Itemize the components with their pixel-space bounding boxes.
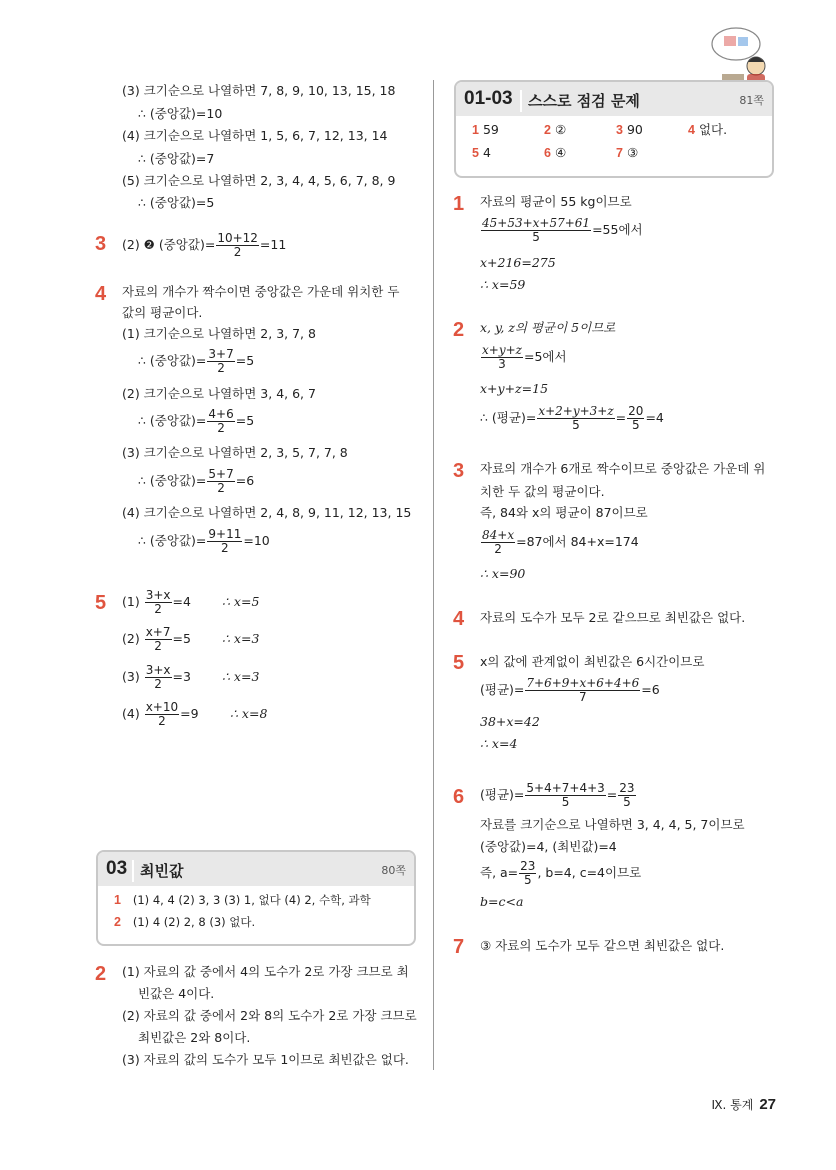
solution-value: ∴ x=5: [222, 594, 260, 609]
problem-number: 3: [453, 460, 465, 482]
explanation-line: ③ 자료의 도수가 모두 같으면 최빈값은 없다.: [480, 938, 725, 953]
problem-number: 6: [453, 786, 465, 808]
median-formula: ∴ (중앙값)= $\frac{9+11}{2}$ =10: [138, 527, 270, 555]
solution-value: ∴ x=8: [230, 706, 268, 721]
answer-line: (3) 크기순으로 나열하면 7, 8, 9, 10, 13, 15, 18: [122, 83, 396, 98]
explanation-line: (2) 자료의 값 중에서 2와 8의 도수가 2로 가장 크므로: [122, 1008, 417, 1023]
explanation-line: x의 값에 관계없이 최빈값은 6시간이므로: [480, 654, 705, 669]
equation-line: $\frac{x+y+z}{3}$ =5에서: [482, 343, 567, 371]
problem-number: 5: [453, 652, 465, 674]
equation-line: $\frac{45+53+x+57+61}{5}$ =55에서: [482, 216, 643, 244]
mean-formula: (평균)= $\frac{5+4+7+4+3}{5}$ = $\frac{23}{5}$: [480, 781, 635, 809]
explanation-line: x, y, z의 평균이 5이므로: [480, 320, 616, 335]
section-title: 최빈값: [140, 862, 184, 880]
median-formula: ∴ (중앙값)= $\frac{3+7}{2}$ =5: [138, 347, 255, 375]
explanation-line: (1) 자료의 값 중에서 4의 도수가 2로 가장 크므로 최: [122, 964, 409, 979]
equation-line: 즉, a= $\frac{23}{5}$ , b=4, c=4이므로: [480, 859, 642, 887]
page-number: 27: [759, 1096, 776, 1113]
answer-row: 1 (1) 4, 4 (2) 3, 3 (3) 1, 없다 (4) 2, 수학, 과학: [114, 893, 371, 907]
section-number: 03: [106, 858, 128, 879]
answer-item: 2 ②: [544, 122, 567, 137]
mean-formula: (평균)= $\frac{7+6+9+x+6+4+6}{7}$ =6: [480, 676, 660, 704]
median-formula: ∴ (중앙값)= $\frac{4+6}{2}$ =5: [138, 407, 255, 435]
equation-line: (2) $\frac{x+7}{2}$ =5: [122, 625, 191, 653]
median-formula: (2) ❷ (중앙값)= $\frac{10+12}{2}$ =11: [122, 231, 287, 259]
solution-value: ∴ x=4: [480, 736, 518, 751]
answer-item: 6 ④: [544, 145, 567, 160]
problem-number: 2: [95, 963, 107, 985]
answer-line: (4) 크기순으로 나열하면 1, 5, 6, 7, 12, 13, 14: [122, 128, 388, 143]
answer-line: (2) 크기순으로 나열하면 3, 4, 6, 7: [122, 386, 316, 401]
chapter-label: Ⅸ. 통계: [711, 1098, 754, 1112]
answer-row: 2 (1) 4 (2) 2, 8 (3) 없다.: [114, 915, 256, 929]
median-formula: ∴ (중앙값)= $\frac{5+7}{2}$ =6: [138, 467, 255, 495]
explanation-line: 값의 평균이다.: [122, 305, 203, 320]
answer-item: 4 없다.: [688, 122, 728, 137]
self-check-answer-box: [454, 80, 774, 178]
explanation-line: 빈값은 4이다.: [138, 986, 215, 1001]
explanation-line: 최빈값은 2와 8이다.: [138, 1030, 251, 1045]
mean-formula: ∴ (평균)= $\frac{x+2+y+3+z}{5}$ = $\frac{20}{5}$ =4: [480, 404, 664, 432]
section-answer-box: [96, 850, 416, 946]
equation-line: 38+x=42: [480, 714, 540, 729]
explanation-line: 즉, 84와 x의 평균이 87이므로: [480, 505, 648, 520]
explanation-line: 치한 두 값의 평균이다.: [480, 484, 605, 499]
answer-item: 5 4: [472, 145, 491, 160]
page-footer: [711, 1096, 776, 1113]
problem-number: 4: [453, 608, 465, 630]
explanation-line: 자료의 평균이 55 kg이므로: [480, 194, 632, 209]
solution-value: ∴ x=59: [480, 277, 526, 292]
explanation-line: 자료의 개수가 짝수이면 중앙값은 가운데 위치한 두: [122, 284, 400, 299]
equation-line: (3) $\frac{3+x}{2}$ =3: [122, 663, 191, 691]
column-divider: [433, 80, 434, 1070]
section-number: 01-03: [464, 88, 513, 109]
solution-value: b=c<a: [480, 894, 524, 909]
solution-value: ∴ x=90: [480, 566, 526, 581]
equation-line: $\frac{84+x}{2}$ =87에서 84+x=174: [482, 528, 639, 556]
answer-line: ∴ (중앙값)=10: [138, 106, 223, 121]
page-reference: 81쪽: [739, 94, 764, 107]
equation-line: x+y+z=15: [480, 381, 549, 396]
problem-number: 5: [95, 592, 107, 614]
problem-number: 2: [453, 319, 465, 341]
explanation-line: (중앙값)=4, (최빈값)=4: [480, 839, 617, 854]
equation-line: (1) $\frac{3+x}{2}$ =4: [122, 588, 191, 616]
explanation-line: 자료의 도수가 모두 2로 같으므로 최빈값은 없다.: [480, 610, 746, 625]
title-separator: [520, 90, 522, 112]
explanation-line: 자료의 개수가 6개로 짝수이므로 중앙값은 가운데 위: [480, 461, 766, 476]
section-title: 스스로 점검 문제: [528, 92, 640, 110]
answer-line: (4) 크기순으로 나열하면 2, 4, 8, 9, 11, 12, 13, 15: [122, 505, 412, 520]
answer-line: ∴ (중앙값)=7: [138, 151, 215, 166]
answer-line: ∴ (중앙값)=5: [138, 195, 215, 210]
answer-line: (5) 크기순으로 나열하면 2, 3, 4, 4, 5, 6, 7, 8, 9: [122, 173, 396, 188]
problem-number: 3: [95, 233, 107, 255]
answer-item: 7 ③: [616, 145, 639, 160]
explanation-line: (3) 자료의 값의 도수가 모두 1이므로 최빈값은 없다.: [122, 1052, 409, 1067]
answer-line: (1) 크기순으로 나열하면 2, 3, 7, 8: [122, 326, 316, 341]
title-separator: [132, 860, 134, 882]
equation-line: (4) $\frac{x+10}{2}$ =9: [122, 700, 199, 728]
page-reference: 80쪽: [381, 864, 406, 877]
problem-number: 7: [453, 936, 465, 958]
problem-number: 1: [453, 193, 465, 215]
problem-number: 4: [95, 283, 107, 305]
solution-value: ∴ x=3: [222, 669, 260, 684]
answer-item: 3 90: [616, 122, 643, 137]
explanation-line: 자료를 크기순으로 나열하면 3, 4, 4, 5, 7이므로: [480, 817, 745, 832]
equation-line: x+216=275: [480, 255, 556, 270]
answer-item: 1 59: [472, 122, 499, 137]
solution-value: ∴ x=3: [222, 631, 260, 646]
answer-line: (3) 크기순으로 나열하면 2, 3, 5, 7, 7, 8: [122, 445, 348, 460]
